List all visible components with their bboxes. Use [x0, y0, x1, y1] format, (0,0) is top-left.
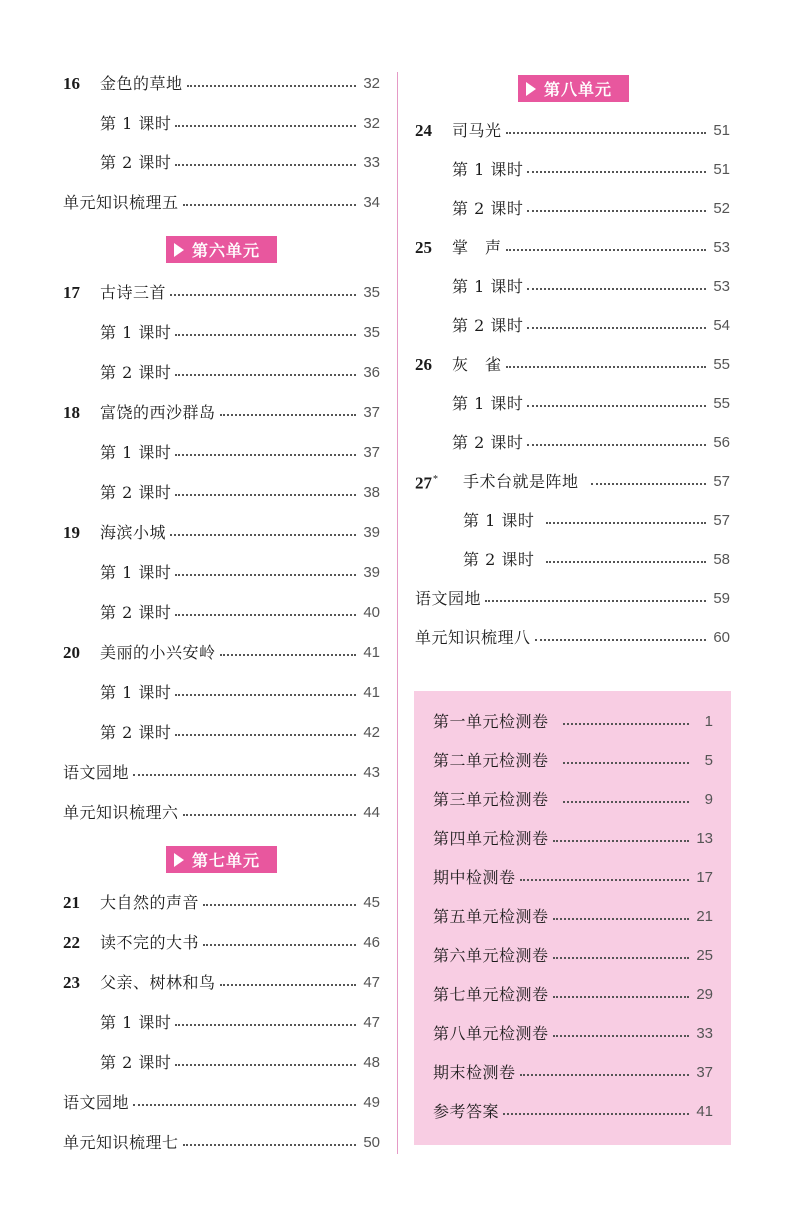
lesson-number: 26	[415, 355, 432, 374]
toc-entry-lesson-27[interactable]	[415, 469, 730, 495]
leader-dots	[506, 132, 706, 134]
entry-title: 参考答案	[433, 1102, 500, 1121]
page-number: 39	[363, 564, 380, 581]
toc-entry-lesson-22[interactable]	[63, 930, 380, 956]
optional-lesson-asterisk: *	[433, 474, 438, 486]
toc-entry-lesson-period[interactable]	[415, 508, 730, 534]
leader-dots	[220, 654, 356, 656]
page-number: 54	[713, 317, 730, 334]
page-number: 55	[713, 395, 730, 412]
leader-dots	[527, 171, 706, 173]
lesson-number-value: 27	[415, 473, 432, 493]
toc-entry-lesson-25[interactable]	[415, 235, 730, 261]
page-number: 37	[696, 1064, 713, 1081]
leader-dots	[553, 957, 689, 959]
leader-dots	[175, 374, 356, 376]
entry-title: 第 1 课时	[100, 1013, 172, 1032]
toc-entry-lesson-23[interactable]	[63, 970, 380, 996]
entry-title: 第 1 课时	[100, 683, 172, 702]
page-number: 42	[363, 724, 380, 741]
toc-entry-lesson-period[interactable]	[63, 440, 380, 466]
leader-dots	[170, 294, 356, 296]
toc-entry-lesson-24[interactable]	[415, 118, 730, 144]
entry-title: 第二单元检测卷	[433, 751, 549, 770]
leader-dots	[133, 774, 356, 776]
leader-dots	[553, 996, 689, 998]
toc-entry-test[interactable]	[433, 1021, 713, 1047]
play-triangle-icon	[526, 82, 536, 96]
leader-dots	[133, 1104, 356, 1106]
leader-dots	[175, 334, 356, 336]
leader-dots	[220, 414, 356, 416]
page-number: 57	[713, 512, 730, 529]
toc-entry-lesson-period[interactable]	[415, 313, 730, 339]
leader-dots	[175, 574, 356, 576]
entry-title: 手术台就是阵地	[463, 472, 579, 491]
entry-title: 期末检测卷	[433, 1063, 516, 1082]
play-triangle-icon	[174, 243, 184, 257]
unit-header-label: 第八单元	[544, 80, 613, 99]
leader-dots	[187, 85, 356, 87]
lesson-number: 24	[415, 121, 432, 140]
entry-title: 第 1 课时	[452, 277, 524, 296]
toc-entry-language-garden[interactable]	[63, 1090, 380, 1116]
entry-title: 大自然的声音	[100, 893, 200, 912]
toc-entry-test[interactable]	[433, 748, 713, 774]
entry-title: 单元知识梳理七	[63, 1133, 179, 1152]
leader-dots	[506, 366, 706, 368]
toc-entry-test[interactable]	[433, 904, 713, 930]
toc-entry-lesson-period[interactable]	[63, 680, 380, 706]
entry-title: 父亲、树林和鸟	[100, 973, 216, 992]
lesson-number: 16	[63, 74, 80, 93]
lesson-number: 25	[415, 238, 432, 257]
unit-7-header	[166, 846, 277, 873]
leader-dots	[527, 405, 706, 407]
leader-dots	[203, 944, 356, 946]
page-number: 55	[713, 356, 730, 373]
entry-title: 金色的草地	[100, 74, 183, 93]
toc-entry-lesson-period[interactable]	[63, 1010, 380, 1036]
leader-dots	[175, 454, 356, 456]
toc-entry-test[interactable]	[433, 826, 713, 852]
entry-title: 第 2 课时	[452, 316, 524, 335]
entry-title: 单元知识梳理六	[63, 803, 179, 822]
entry-title: 第 2 课时	[100, 153, 172, 172]
page-number: 49	[363, 1094, 380, 1111]
page-number: 53	[713, 239, 730, 256]
leader-dots	[535, 639, 706, 641]
toc-entry-language-garden[interactable]	[415, 586, 730, 612]
page-number: 9	[704, 791, 713, 808]
toc-entry-test[interactable]	[433, 787, 713, 813]
leader-dots	[520, 1074, 689, 1076]
entry-title: 单元知识梳理八	[415, 628, 531, 647]
leader-dots	[563, 762, 689, 764]
page-number: 45	[363, 894, 380, 911]
page-number: 43	[363, 764, 380, 781]
toc-entry-lesson-period[interactable]	[415, 274, 730, 300]
toc-entry-lesson-period[interactable]	[63, 150, 380, 176]
toc-entry-lesson-period[interactable]	[415, 391, 730, 417]
entry-title: 第 1 课时	[100, 323, 172, 342]
leader-dots	[527, 444, 706, 446]
play-triangle-icon	[174, 853, 184, 867]
entry-title: 第 2 课时	[452, 433, 524, 452]
page-number: 59	[713, 590, 730, 607]
toc-entry-test[interactable]	[433, 943, 713, 969]
lesson-number: 22	[63, 933, 80, 952]
page-number: 41	[363, 644, 380, 661]
leader-dots	[175, 164, 356, 166]
toc-entry-unit-summary[interactable]	[63, 1130, 380, 1156]
page-number: 29	[696, 986, 713, 1003]
leader-dots	[485, 600, 706, 602]
toc-entry-unit-summary[interactable]	[63, 190, 380, 216]
page-number: 13	[696, 830, 713, 847]
leader-dots	[553, 918, 689, 920]
leader-dots	[175, 125, 356, 127]
toc-entry-lesson-period[interactable]	[63, 320, 380, 346]
page-number: 47	[363, 1014, 380, 1031]
leader-dots	[503, 1113, 689, 1115]
entry-title: 美丽的小兴安岭	[100, 643, 216, 662]
entry-title: 第三单元检测卷	[433, 790, 549, 809]
unit-header-label: 第七单元	[192, 851, 261, 870]
toc-entry-lesson-26[interactable]	[415, 352, 730, 378]
toc-entry-lesson-16[interactable]	[63, 71, 380, 97]
entry-title: 第 2 课时	[452, 199, 524, 218]
page-number: 41	[363, 684, 380, 701]
entry-title: 第六单元检测卷	[433, 946, 549, 965]
page-number: 38	[363, 484, 380, 501]
page-number: 25	[696, 947, 713, 964]
entry-title: 语文园地	[415, 589, 482, 608]
entry-title: 第 1 课时	[100, 443, 172, 462]
entry-title: 富饶的西沙群岛	[100, 403, 216, 422]
page-number: 51	[713, 122, 730, 139]
entry-title: 第八单元检测卷	[433, 1024, 549, 1043]
page-number: 17	[696, 869, 713, 886]
unit-8-header	[518, 75, 629, 102]
entry-title: 第 1 课时	[100, 563, 172, 582]
toc-entry-test[interactable]	[433, 709, 713, 735]
toc-entry-lesson-period[interactable]	[63, 720, 380, 746]
page-number: 44	[363, 804, 380, 821]
leader-dots	[563, 801, 689, 803]
leader-dots	[203, 904, 356, 906]
page-number: 47	[363, 974, 380, 991]
page-number: 48	[363, 1054, 380, 1071]
page-number: 32	[363, 75, 380, 92]
leader-dots	[183, 814, 356, 816]
toc-entry-language-garden[interactable]	[63, 760, 380, 786]
page-number: 21	[696, 908, 713, 925]
lesson-number: 23	[63, 973, 80, 992]
leader-dots	[183, 1144, 356, 1146]
toc-entry-test[interactable]	[433, 1060, 713, 1086]
entry-title: 语文园地	[63, 763, 130, 782]
entry-title: 灰 雀	[452, 355, 502, 374]
page-number: 40	[363, 604, 380, 621]
entry-title: 第 1 课时	[452, 160, 524, 179]
page-number: 33	[363, 154, 380, 171]
page-number: 46	[363, 934, 380, 951]
entry-title: 第 2 课时	[463, 550, 535, 569]
leader-dots	[175, 1064, 356, 1066]
page-number: 35	[363, 284, 380, 301]
column-divider	[397, 72, 398, 1154]
page-number: 58	[713, 551, 730, 568]
leader-dots	[591, 483, 706, 485]
page-number: 50	[363, 1134, 380, 1151]
page-number: 34	[363, 194, 380, 211]
toc-entry-lesson-period[interactable]	[415, 547, 730, 573]
page-number: 39	[363, 524, 380, 541]
entry-title: 单元知识梳理五	[63, 193, 179, 212]
leader-dots	[520, 879, 689, 881]
leader-dots	[175, 694, 356, 696]
lesson-number: 18	[63, 403, 80, 422]
leader-dots	[553, 1035, 689, 1037]
toc-entry-lesson-20[interactable]	[63, 640, 380, 666]
lesson-number: 20	[63, 643, 80, 662]
leader-dots	[546, 561, 706, 563]
entry-title: 第 2 课时	[100, 1053, 172, 1072]
toc-entry-lesson-period[interactable]	[415, 430, 730, 456]
page-number: 52	[713, 200, 730, 217]
toc-entry-lesson-period[interactable]	[415, 196, 730, 222]
lesson-number: 17	[63, 283, 80, 302]
page-number: 41	[696, 1103, 713, 1120]
toc-entry-lesson-period[interactable]	[63, 1050, 380, 1076]
page-number: 37	[363, 444, 380, 461]
page-number: 51	[713, 161, 730, 178]
toc-entry-test[interactable]	[433, 865, 713, 891]
entry-title: 读不完的大书	[100, 933, 200, 952]
page-number: 56	[713, 434, 730, 451]
entry-title: 第七单元检测卷	[433, 985, 549, 1004]
entry-title: 第 1 课时	[463, 511, 535, 530]
leader-dots	[183, 204, 356, 206]
page-number: 60	[713, 629, 730, 646]
lesson-number: 19	[63, 523, 80, 542]
toc-entry-answers[interactable]	[433, 1099, 713, 1125]
leader-dots	[170, 534, 356, 536]
entry-title: 语文园地	[63, 1093, 130, 1112]
toc-entry-lesson-18[interactable]	[63, 400, 380, 426]
toc-entry-lesson-period[interactable]	[63, 560, 380, 586]
entry-title: 司马光	[452, 121, 502, 140]
leader-dots	[175, 734, 356, 736]
leader-dots	[175, 614, 356, 616]
test-papers-box	[414, 691, 731, 1145]
toc-entry-lesson-period[interactable]	[415, 157, 730, 183]
page-number: 36	[363, 364, 380, 381]
toc-entry-lesson-period[interactable]	[63, 360, 380, 386]
page-number: 57	[713, 473, 730, 490]
entry-title: 第五单元检测卷	[433, 907, 549, 926]
page-number: 33	[696, 1025, 713, 1042]
toc-entry-unit-summary[interactable]	[415, 625, 730, 651]
leader-dots	[527, 288, 706, 290]
leader-dots	[220, 984, 356, 986]
entry-title: 第四单元检测卷	[433, 829, 549, 848]
page-number: 5	[704, 752, 713, 769]
page-number: 53	[713, 278, 730, 295]
entry-title: 古诗三首	[100, 283, 167, 302]
entry-title: 第一单元检测卷	[433, 712, 549, 731]
leader-dots	[527, 210, 706, 212]
leader-dots	[175, 1024, 356, 1026]
unit-header-label: 第六单元	[192, 241, 261, 260]
toc-entry-lesson-21[interactable]	[63, 890, 380, 916]
leader-dots	[506, 249, 706, 251]
entry-title: 第 2 课时	[100, 603, 172, 622]
entry-title: 第 2 课时	[100, 363, 172, 382]
entry-title: 第 2 课时	[100, 483, 172, 502]
toc-entry-test[interactable]	[433, 982, 713, 1008]
entry-title: 海滨小城	[100, 523, 167, 542]
toc-entry-lesson-19[interactable]	[63, 520, 380, 546]
toc-entry-lesson-period[interactable]	[63, 480, 380, 506]
leader-dots	[175, 494, 356, 496]
unit-6-header	[166, 236, 277, 263]
leader-dots	[527, 327, 706, 329]
lesson-number	[415, 467, 463, 497]
page-number: 35	[363, 324, 380, 341]
page-number: 32	[363, 115, 380, 132]
entry-title: 第 1 课时	[100, 114, 172, 133]
leader-dots	[563, 723, 689, 725]
entry-title: 第 1 课时	[452, 394, 524, 413]
entry-title: 第 2 课时	[100, 723, 172, 742]
page-number: 1	[704, 713, 713, 730]
leader-dots	[546, 522, 706, 524]
leader-dots	[553, 840, 689, 842]
entry-title: 掌 声	[452, 238, 502, 257]
entry-title: 期中检测卷	[433, 868, 516, 887]
page-number: 37	[363, 404, 380, 421]
lesson-number: 21	[63, 893, 80, 912]
toc-entry-lesson-period[interactable]	[63, 111, 380, 137]
toc-entry-unit-summary[interactable]	[63, 800, 380, 826]
toc-entry-lesson-17[interactable]	[63, 280, 380, 306]
toc-entry-lesson-period[interactable]	[63, 600, 380, 626]
